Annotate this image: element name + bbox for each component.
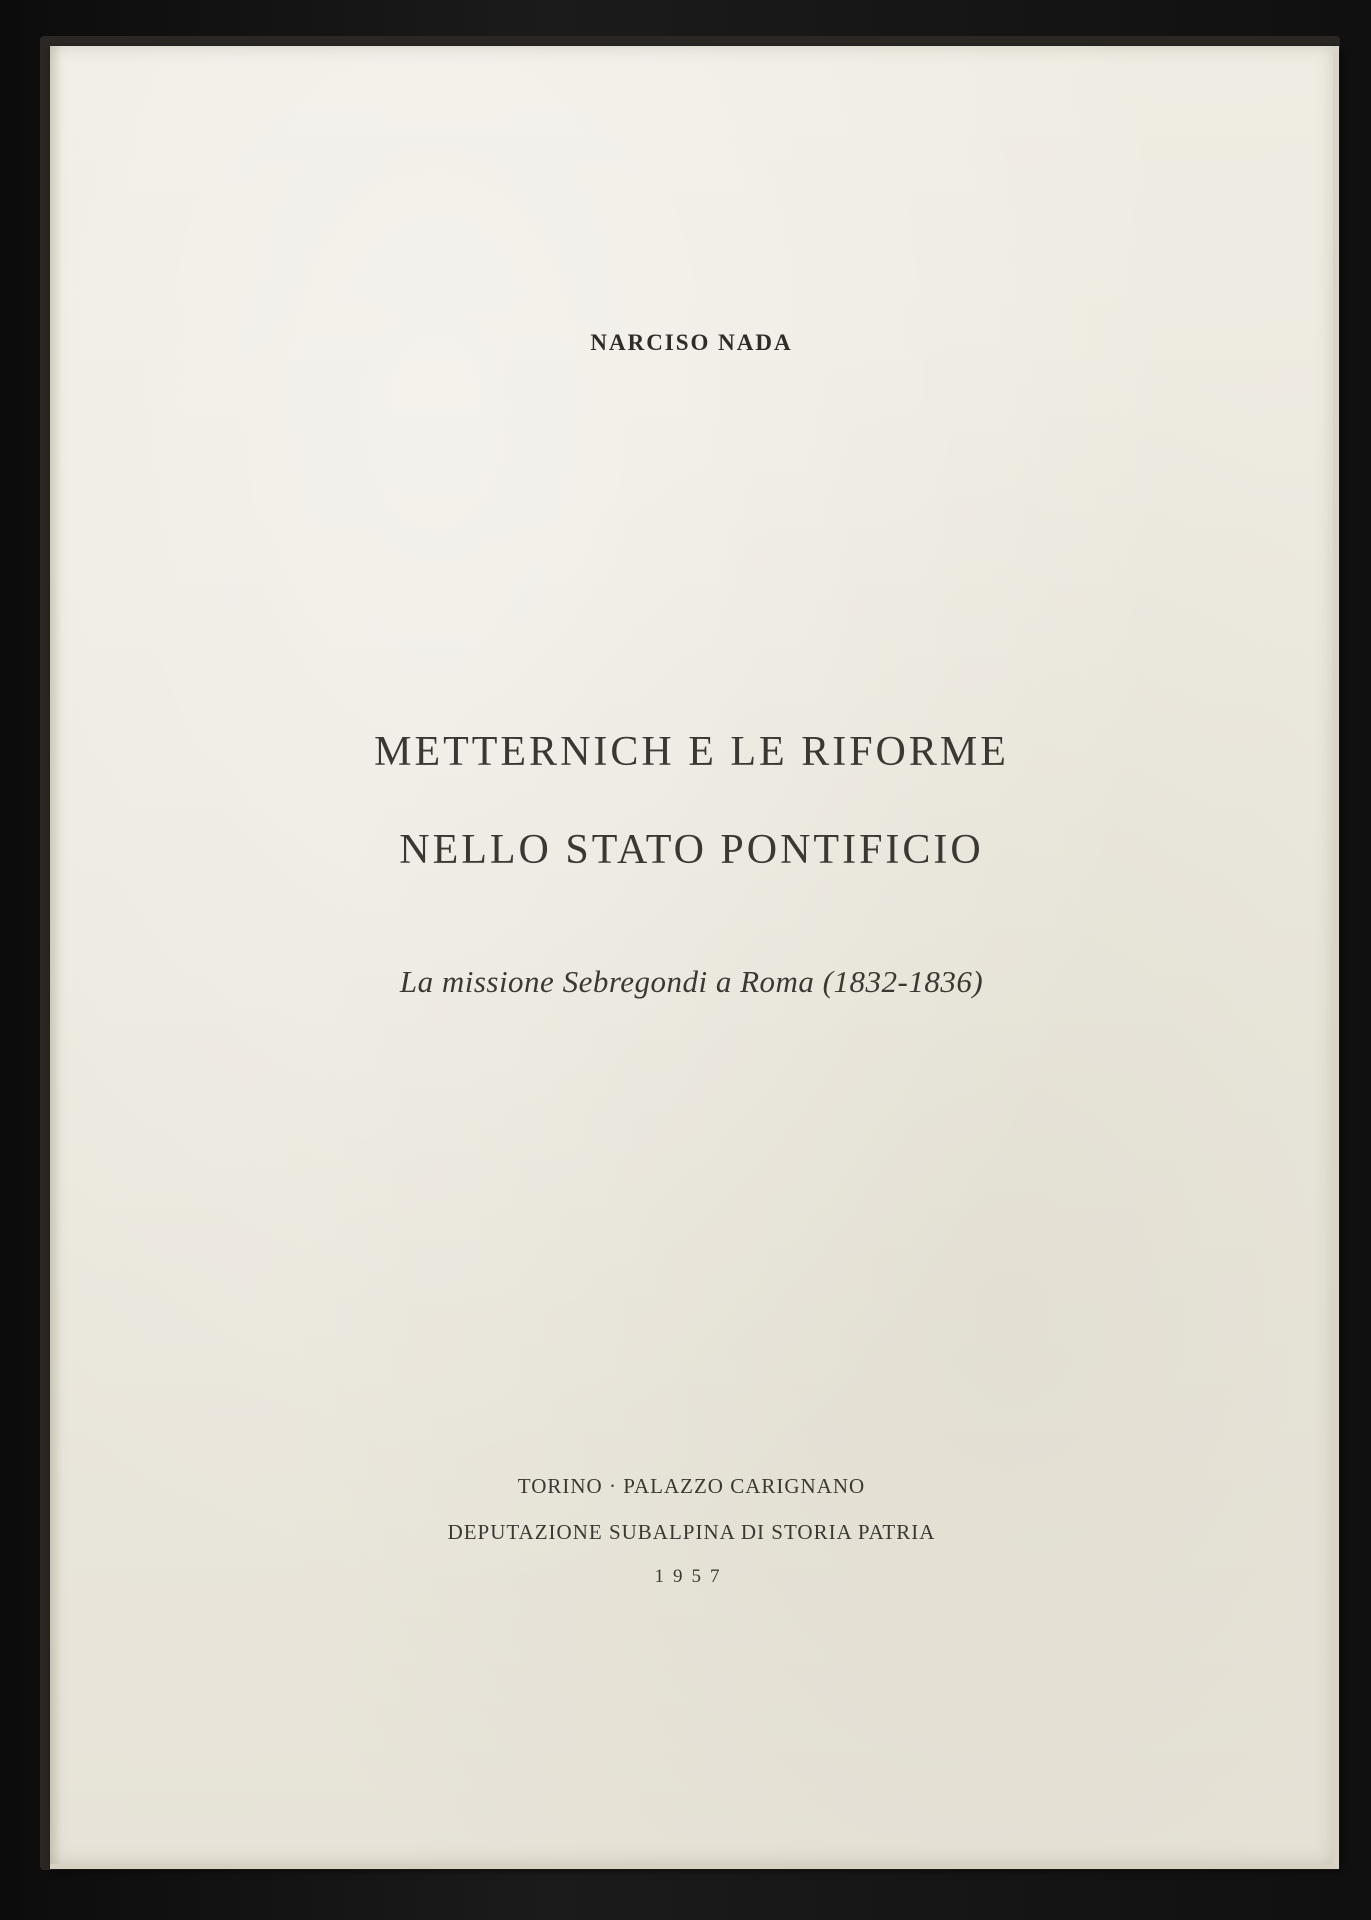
subtitle: La missione Sebregondi a Roma (1832-1836) — [399, 964, 984, 999]
book-cover — [50, 46, 1339, 1869]
publisher-name: DEPUTAZIONE SUBALPINA DI STORIA PATRIA — [447, 1520, 936, 1544]
author-name: NARCISO NADA — [590, 330, 793, 355]
title-line-1: METTERNICH E LE RIFORME — [374, 729, 1009, 775]
publication-year: 1957 — [654, 1566, 729, 1587]
title-line-2: NELLO STATO PONTIFICIO — [399, 827, 984, 873]
publisher-place: TORINO · PALAZZO CARIGNANO — [517, 1474, 866, 1498]
